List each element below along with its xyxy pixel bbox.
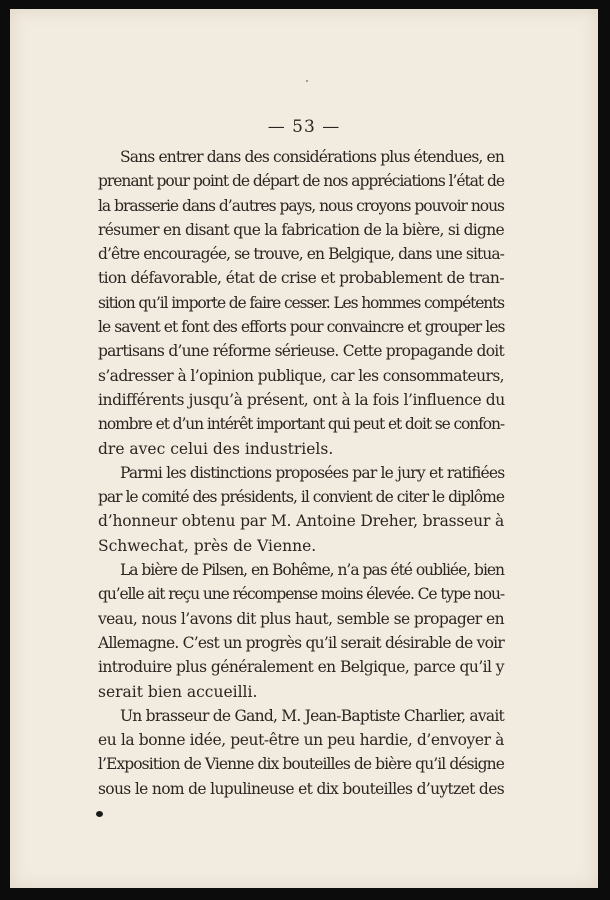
text-line: partisans d’une réforme sérieuse. Cette propagande doit <box>98 342 504 361</box>
text-line: veau, nous l’avons dit plus haut, semble se propager en <box>98 609 504 628</box>
ink-speck <box>306 80 308 82</box>
text-line: l’Exposition de Vienne dix bouteilles de bière qu’il désigne <box>98 755 505 774</box>
text-line: sition qu’il importe de faire cesser. Les hommes compétents <box>98 293 504 312</box>
book-page <box>10 9 598 888</box>
text-line: Schwechat, près de Vienne. <box>98 536 317 555</box>
ink-speck <box>96 811 103 817</box>
page-number: — 53 — <box>267 117 341 137</box>
text-line: eu la bonne idée, peut-être un peu hardie, d’envoyer à <box>98 731 504 750</box>
text-line: Allemagne. C’est un progrès qu’il serait désirable de voir <box>98 633 504 652</box>
text-line: qu’elle ait reçu une récompense moins élevée. Ce type nou- <box>98 585 504 604</box>
text-line: s’adresser à l’opinion publique, car les consommateurs, <box>98 366 504 385</box>
paragraph-3 <box>98 558 504 704</box>
text-line: d’honneur obtenu par M. Antoine Dreher, brasseur à <box>98 512 505 531</box>
text-line: résumer en disant que la fabrication de la bière, si digne <box>98 220 504 239</box>
text-line: tion défavorable, état de crise et probablement de tran- <box>98 269 504 288</box>
text-line: prenant pour point de départ de nos appréciations l’état de <box>98 172 504 191</box>
paragraph-2 <box>98 461 504 558</box>
text-line: le savent et font des efforts pour convaincre et grouper les <box>98 318 505 337</box>
text-line: La bière de Pilsen, en Bohême, n’a pas été oubliée, bien <box>120 561 504 580</box>
text-line: Sans entrer dans des considérations plus étendues, en <box>120 148 504 166</box>
text-line: par le comité des présidents, il convient de citer le diplôme <box>98 488 504 507</box>
text-line: la brasserie dans d’autres pays, nous croyons pouvoir nous <box>98 196 504 215</box>
text-line: serait bien accueilli. <box>98 682 258 701</box>
text-line: sous le nom de lupulineuse et dix bouteilles d’uytzet des <box>98 779 504 798</box>
body-text <box>98 145 504 801</box>
text-line: nombre et d’un intérêt important qui peut et doit se confon- <box>98 415 504 434</box>
text-line: Parmi les distinctions proposées par le jury et ratifiées <box>120 463 505 482</box>
text-line: introduire plus généralement en Belgique, parce qu’il y <box>98 658 504 677</box>
paragraph-1 <box>98 145 504 461</box>
paragraph-4 <box>98 704 504 801</box>
text-line: d’être encouragée, se trouve, en Belgique, dans une situa- <box>98 245 504 264</box>
text-line: dre avec celui des industriels. <box>98 439 334 458</box>
text-line: indifférents jusqu’à présent, ont à la fois l’influence du <box>98 390 505 409</box>
text-line: Un brasseur de Gand, M. Jean-Baptiste Charlier, avait <box>120 706 504 725</box>
